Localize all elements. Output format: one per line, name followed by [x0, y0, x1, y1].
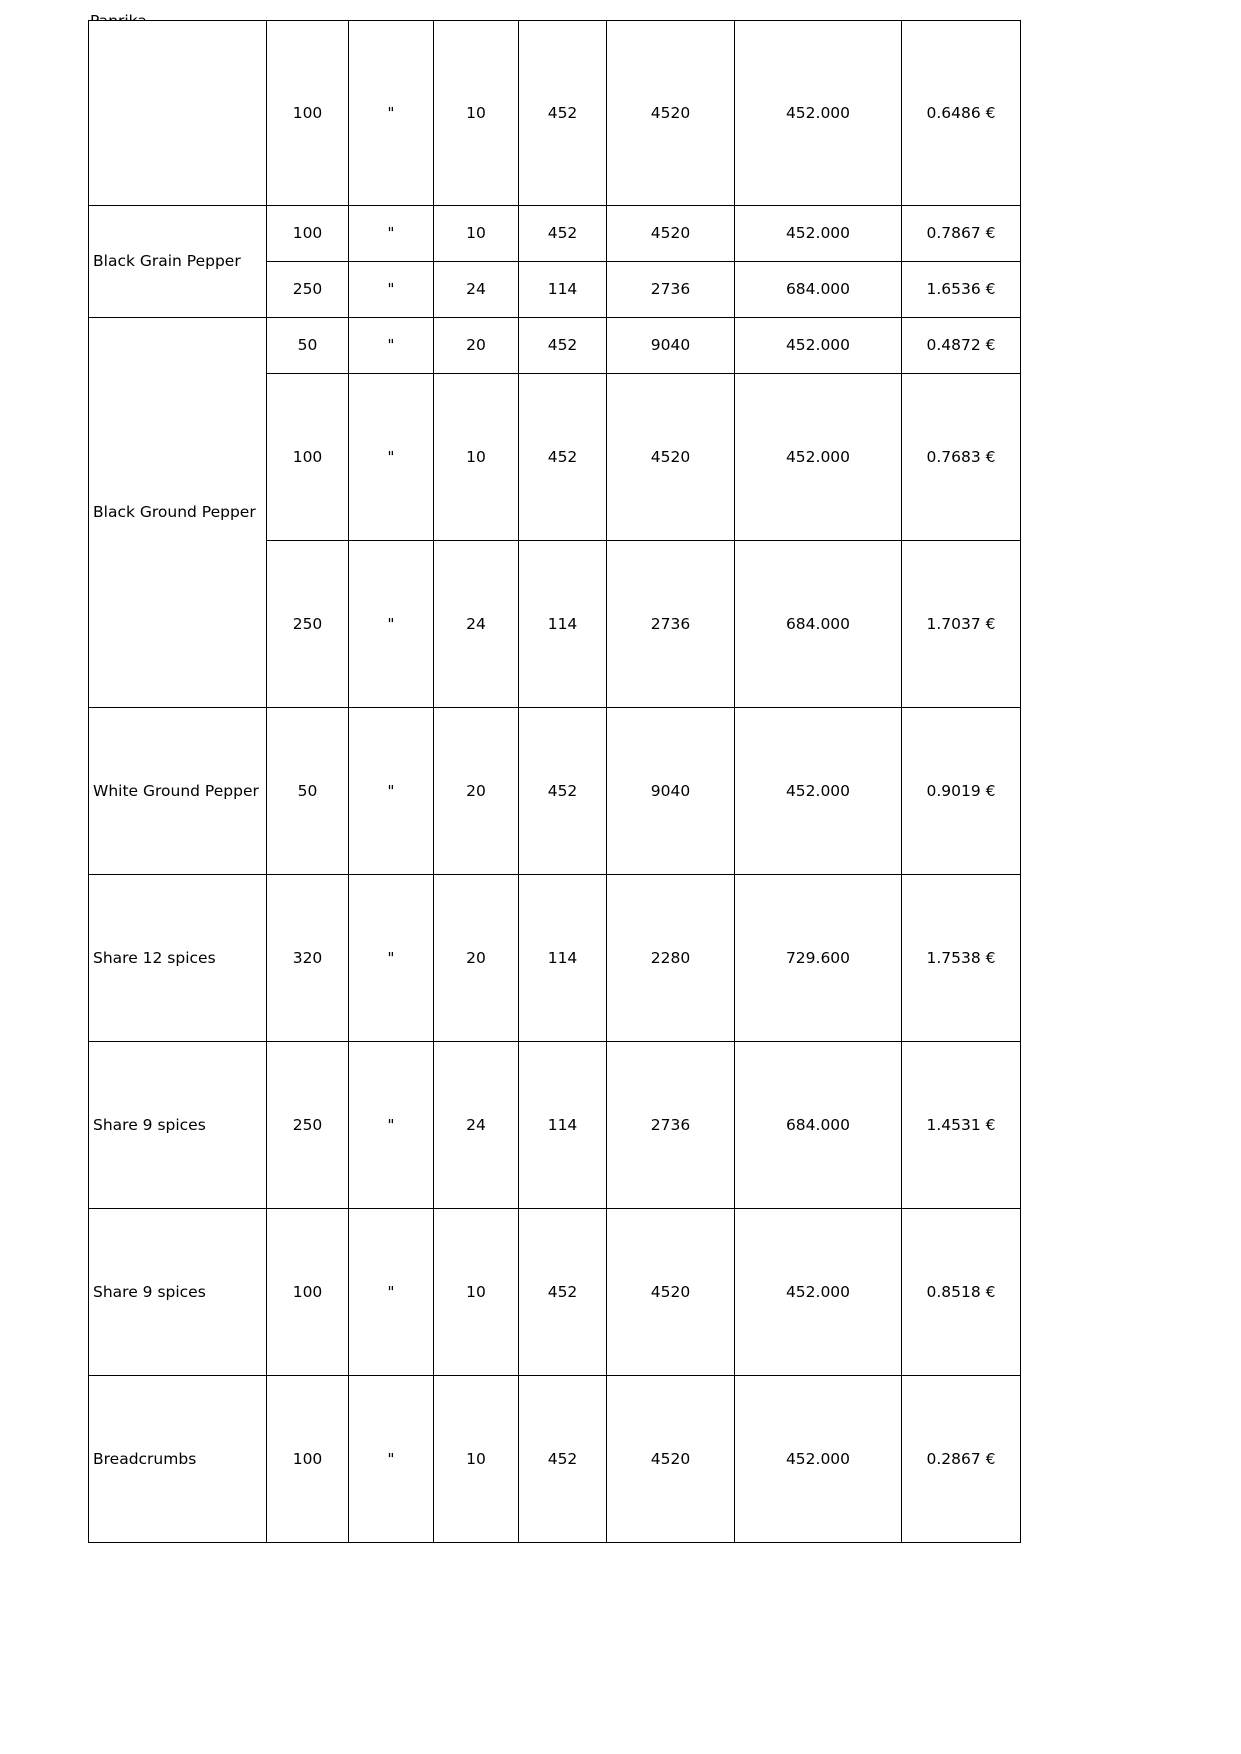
unit-price-cell: 0.7867 €	[902, 206, 1021, 262]
total-weight-cell: 452.000	[735, 374, 902, 541]
size-cell: 250	[267, 262, 349, 318]
table-row	[89, 1042, 1021, 1209]
price-table-body	[89, 21, 1021, 1543]
product-name-cell: Share 9 spices	[89, 1209, 267, 1376]
quantity-cell: 20	[434, 875, 519, 1042]
total-units-cell: 4520	[607, 206, 735, 262]
product-name-cell: Breadcrumbs	[89, 1376, 267, 1543]
unit-price-cell: 0.2867 €	[902, 1376, 1021, 1543]
table-row	[89, 318, 1021, 374]
pack-count-cell: 452	[519, 1376, 607, 1543]
quantity-cell: 10	[434, 206, 519, 262]
unit-price-cell: 1.7037 €	[902, 541, 1021, 708]
total-weight-cell: 452.000	[735, 318, 902, 374]
unit-cell: "	[349, 708, 434, 875]
table-row	[89, 708, 1021, 875]
total-units-cell: 9040	[607, 708, 735, 875]
size-cell: 100	[267, 206, 349, 262]
total-weight-cell: 684.000	[735, 262, 902, 318]
unit-cell: "	[349, 206, 434, 262]
unit-cell: "	[349, 374, 434, 541]
total-units-cell: 2736	[607, 541, 735, 708]
unit-cell: "	[349, 21, 434, 206]
quantity-cell: 24	[434, 541, 519, 708]
unit-cell: "	[349, 262, 434, 318]
product-name-cell: Share 12 spices	[89, 875, 267, 1042]
total-units-cell: 4520	[607, 1376, 735, 1543]
unit-cell: "	[349, 1209, 434, 1376]
unit-price-cell: 0.8518 €	[902, 1209, 1021, 1376]
size-cell: 100	[267, 1209, 349, 1376]
unit-cell: "	[349, 318, 434, 374]
quantity-cell: 24	[434, 262, 519, 318]
product-name-cell	[89, 21, 267, 206]
product-name-cell: Black Ground Pepper	[89, 318, 267, 708]
unit-price-cell: 0.9019 €	[902, 708, 1021, 875]
unit-cell: "	[349, 1042, 434, 1209]
pack-count-cell: 452	[519, 318, 607, 374]
quantity-cell: 10	[434, 374, 519, 541]
total-weight-cell: 684.000	[735, 1042, 902, 1209]
product-name-cell: Share 9 spices	[89, 1042, 267, 1209]
size-cell: 50	[267, 318, 349, 374]
table-row	[89, 206, 1021, 262]
table-row	[89, 1209, 1021, 1376]
pack-count-cell: 452	[519, 1209, 607, 1376]
size-cell: 250	[267, 541, 349, 708]
pack-count-cell: 452	[519, 206, 607, 262]
total-weight-cell: 452.000	[735, 1376, 902, 1543]
size-cell: 100	[267, 374, 349, 541]
pack-count-cell: 452	[519, 374, 607, 541]
total-weight-cell: 729.600	[735, 875, 902, 1042]
total-weight-cell: 452.000	[735, 206, 902, 262]
size-cell: 50	[267, 708, 349, 875]
table-row	[89, 875, 1021, 1042]
size-cell: 100	[267, 21, 349, 206]
total-units-cell: 4520	[607, 1209, 735, 1376]
total-weight-cell: 452.000	[735, 21, 902, 206]
product-name-cell: Black Grain Pepper	[89, 206, 267, 318]
pack-count-cell: 452	[519, 21, 607, 206]
quantity-cell: 10	[434, 1209, 519, 1376]
pack-count-cell: 114	[519, 875, 607, 1042]
quantity-cell: 20	[434, 708, 519, 875]
quantity-cell: 10	[434, 21, 519, 206]
unit-cell: "	[349, 1376, 434, 1543]
unit-price-cell: 1.7538 €	[902, 875, 1021, 1042]
total-units-cell: 2280	[607, 875, 735, 1042]
unit-price-cell: 1.6536 €	[902, 262, 1021, 318]
total-weight-cell: 452.000	[735, 708, 902, 875]
table-row	[89, 21, 1021, 206]
pack-count-cell: 114	[519, 1042, 607, 1209]
price-table	[88, 20, 1021, 1543]
total-units-cell: 4520	[607, 374, 735, 541]
total-weight-cell: 452.000	[735, 1209, 902, 1376]
quantity-cell: 10	[434, 1376, 519, 1543]
size-cell: 250	[267, 1042, 349, 1209]
total-weight-cell: 684.000	[735, 541, 902, 708]
size-cell: 320	[267, 875, 349, 1042]
pack-count-cell: 114	[519, 262, 607, 318]
unit-price-cell: 0.7683 €	[902, 374, 1021, 541]
unit-cell: "	[349, 541, 434, 708]
quantity-cell: 20	[434, 318, 519, 374]
unit-price-cell: 0.4872 €	[902, 318, 1021, 374]
quantity-cell: 24	[434, 1042, 519, 1209]
size-cell: 100	[267, 1376, 349, 1543]
total-units-cell: 2736	[607, 1042, 735, 1209]
pack-count-cell: 452	[519, 708, 607, 875]
total-units-cell: 9040	[607, 318, 735, 374]
pack-count-cell: 114	[519, 541, 607, 708]
unit-price-cell: 1.4531 €	[902, 1042, 1021, 1209]
product-name-cell: White Ground Pepper	[89, 708, 267, 875]
total-units-cell: 4520	[607, 21, 735, 206]
unit-cell: "	[349, 875, 434, 1042]
total-units-cell: 2736	[607, 262, 735, 318]
unit-price-cell: 0.6486 €	[902, 21, 1021, 206]
table-row	[89, 1376, 1021, 1543]
